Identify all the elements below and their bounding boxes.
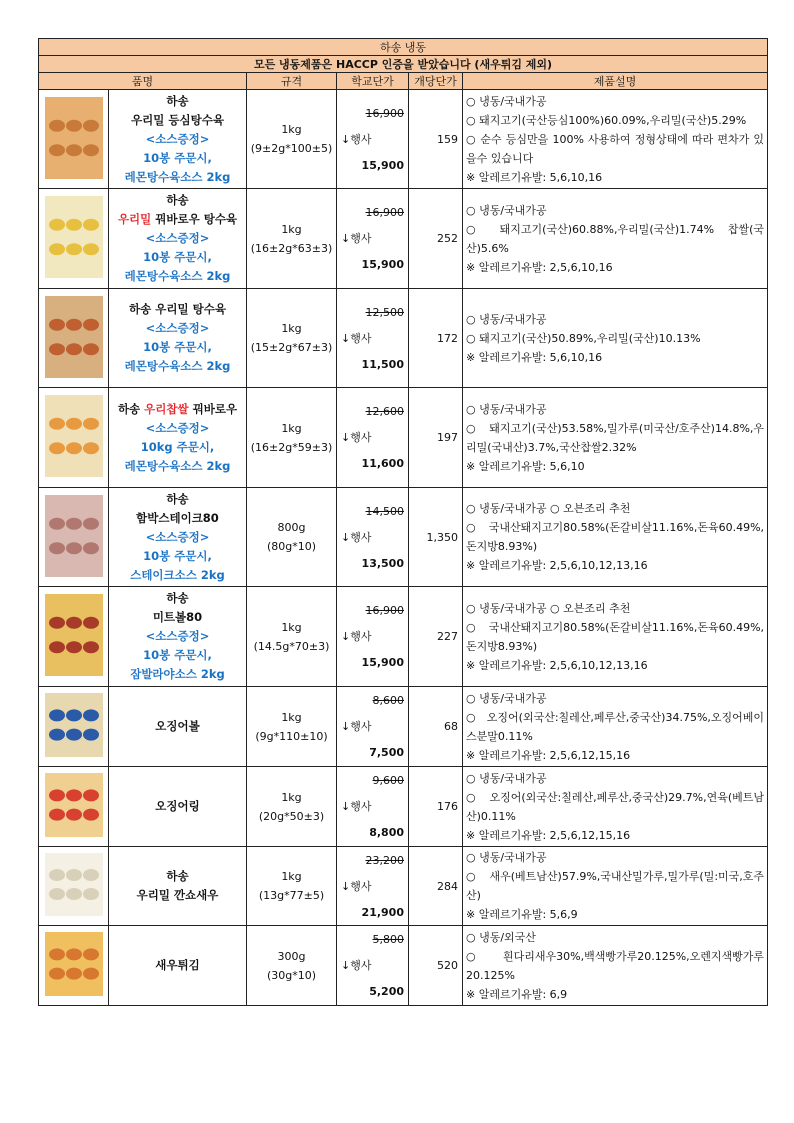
spec-cell	[247, 767, 337, 847]
description-line: ※ 알레르기유발: 2,5,6,10,16	[466, 260, 613, 274]
product-photo	[45, 932, 103, 996]
col-header-description: 제품설명	[463, 73, 768, 90]
spec-line: (13g*77±5)	[258, 889, 325, 902]
original-price: 14,500	[365, 504, 404, 518]
event-label: ↓행사	[341, 959, 372, 972]
sale-price: 15,900	[361, 258, 404, 271]
promo-line: <소스증정>	[145, 529, 210, 544]
original-price: 23,200	[365, 853, 404, 867]
promo-line: 스테이크소스 2kg	[130, 567, 225, 582]
description-line: ○ 돼지고기(국산등심100%)60.09%,우리밀(국산)5.29%	[466, 113, 747, 127]
photo-background	[45, 932, 103, 996]
description-line: ○ 돼지고기(국산)53.58%,밀가루(미국산/호주산)14.8%,우리밀(국내산)3.7%,국산찹쌀2.32%	[466, 421, 765, 454]
spec-line: 1kg	[281, 222, 302, 236]
description-cell	[463, 847, 768, 926]
spec-cell	[247, 488, 337, 587]
description-line: ○ 냉동/국내가공 ○ 오븐조리 추천	[466, 502, 631, 515]
promo-line: 10봉 주문시,	[143, 548, 212, 563]
food-piece	[83, 418, 99, 430]
product-name-cell	[109, 488, 247, 587]
product-name-line: 함박스테이크80	[136, 510, 219, 525]
spec-line: (80g*10)	[266, 540, 317, 553]
food-piece	[49, 789, 65, 801]
sale-price: 11,600	[361, 457, 404, 470]
product-name-cell	[109, 767, 247, 847]
product-name-line: 새우튀김	[155, 958, 200, 972]
spec-line: (9±2g*100±5)	[250, 142, 333, 155]
unit-price-cell: 159	[409, 90, 463, 189]
photo-background	[45, 853, 103, 916]
spec-line: 1kg	[281, 322, 302, 335]
description-line: ○ 냉동/국내가공	[466, 402, 547, 416]
product-row	[39, 767, 768, 847]
food-piece	[66, 617, 82, 629]
sale-price: 8,800	[369, 826, 404, 839]
product-name-cell	[109, 289, 247, 388]
description-line: ※ 알레르기유발: 5,6,10	[466, 459, 585, 473]
school-price-cell	[337, 687, 409, 767]
product-photo	[45, 395, 103, 477]
sale-price: 21,900	[361, 905, 404, 919]
food-piece	[83, 442, 99, 454]
food-piece	[83, 119, 99, 131]
spec-cell	[247, 847, 337, 926]
event-label: ↓행사	[341, 800, 372, 813]
product-photo	[45, 196, 103, 278]
spec-line: (16±2g*63±3)	[250, 241, 333, 255]
product-name-line: 우리밀 등심탕수육	[131, 112, 224, 127]
col-header-school-price: 학교단가	[337, 73, 409, 90]
photo-background	[45, 495, 103, 577]
product-photo	[45, 296, 103, 378]
sale-price: 5,200	[369, 985, 404, 998]
school-price-cell	[337, 767, 409, 847]
highlight-word: 우리밀	[117, 212, 152, 226]
event-label: ↓행사	[341, 132, 372, 146]
original-price: 12,500	[365, 305, 404, 319]
food-piece	[49, 219, 65, 231]
food-piece	[49, 119, 65, 131]
description-cell	[463, 90, 768, 189]
description-line: ○ 냉동/외국산	[466, 930, 536, 944]
photo-background	[45, 594, 103, 676]
spec-line: (20g*50±3)	[258, 809, 325, 823]
promo-line: 레몬탕수육소스 2kg	[124, 169, 231, 184]
product-row	[39, 847, 768, 926]
product-image-cell	[39, 289, 109, 388]
school-price-cell	[337, 926, 409, 1006]
original-price: 16,900	[365, 206, 404, 219]
spec-cell	[247, 687, 337, 767]
product-name-line: 하송	[166, 193, 189, 207]
promo-line: <소스증정>	[145, 321, 210, 335]
promo-line: <소스증정>	[145, 420, 210, 435]
promo-line: 레몬탕수육소스 2kg	[124, 458, 231, 473]
unit-price-cell: 284	[409, 847, 463, 926]
spec-cell	[247, 587, 337, 687]
unit-price-cell: 252	[409, 189, 463, 289]
product-image-cell	[39, 189, 109, 289]
description-line: ○ 순수 등심만을 100% 사용하여 정형상태에 따라 편차가 있을수 있습니다	[466, 132, 765, 165]
food-piece	[66, 542, 82, 554]
food-piece	[83, 517, 99, 529]
description-line: ○ 냉동/국내가공	[466, 691, 547, 705]
description-cell	[463, 926, 768, 1006]
description-cell	[463, 189, 768, 289]
food-piece	[49, 809, 65, 821]
spec-line: (30g*10)	[266, 968, 317, 982]
promo-line: <소스증정>	[145, 629, 210, 643]
food-piece	[83, 219, 99, 231]
original-price: 5,800	[372, 933, 404, 946]
photo-background	[45, 296, 103, 378]
school-price-cell	[337, 388, 409, 488]
product-name-cell	[109, 189, 247, 289]
product-name-cell	[109, 926, 247, 1006]
description-line: ○ 국내산돼지고기80.58%(돈갈비살11.16%,돈육60.49%,돈지방8.93%)	[466, 620, 765, 653]
description-line: ○ 냉동/국내가공	[466, 771, 547, 785]
promo-line: <소스증정>	[145, 131, 210, 146]
highlight-word: 우리찹쌀	[144, 401, 189, 416]
product-image-cell	[39, 687, 109, 767]
food-piece	[49, 948, 65, 960]
food-piece	[66, 442, 82, 454]
col-header-name: 품명	[39, 73, 247, 90]
description-line: ※ 알레르기유발: 2,5,6,12,15,16	[466, 828, 631, 842]
unit-price-cell: 197	[409, 388, 463, 488]
product-image-cell	[39, 587, 109, 687]
school-price-cell	[337, 289, 409, 388]
food-piece	[66, 119, 82, 131]
food-piece	[49, 243, 65, 255]
product-name-cell	[109, 587, 247, 687]
food-piece	[66, 243, 82, 255]
unit-price-cell: 520	[409, 926, 463, 1006]
food-piece	[66, 729, 82, 741]
product-name-line: 하송	[166, 869, 189, 883]
haccp-notice: 모든 냉동제품은 HACCP 인증을 받았습니다 (새우튀김 제외)	[39, 56, 768, 73]
description-line: ※ 알레르기유발: 2,5,6,12,15,16	[466, 748, 631, 762]
food-piece	[83, 948, 99, 960]
product-photo	[45, 594, 103, 676]
col-header-spec: 규격	[247, 73, 337, 90]
product-name-line: 미트볼80	[152, 610, 203, 624]
promo-line: 레몬탕수육소스 2kg	[124, 359, 231, 373]
food-piece	[66, 343, 82, 355]
product-row	[39, 687, 768, 767]
food-piece	[83, 343, 99, 355]
event-label: ↓행사	[341, 720, 372, 733]
product-image-cell	[39, 847, 109, 926]
description-line: ○ 냉동/국내가공	[466, 851, 547, 864]
product-photo	[45, 853, 103, 916]
promo-line: 10kg 주문시,	[140, 439, 215, 454]
product-name-line: 오징어볼	[155, 719, 200, 733]
food-piece	[66, 144, 82, 156]
photo-background	[45, 693, 103, 757]
description-line: ○ 흰다리새우30%,백색빵가루20.125%,오렌지색빵가루20.125%	[466, 949, 765, 982]
food-piece	[66, 418, 82, 430]
spec-line: 1kg	[281, 123, 302, 136]
unit-price-cell: 68	[409, 687, 463, 767]
food-piece	[66, 318, 82, 330]
food-piece	[66, 219, 82, 231]
description-cell	[463, 587, 768, 687]
spec-line: (9g*110±10)	[255, 729, 328, 743]
food-piece	[49, 869, 65, 881]
unit-price-cell: 1,350	[409, 488, 463, 587]
product-name-cell	[109, 847, 247, 926]
product-image-cell	[39, 90, 109, 189]
product-image-cell	[39, 388, 109, 488]
product-row	[39, 587, 768, 687]
school-price-cell	[337, 90, 409, 189]
product-name-cell	[109, 388, 247, 488]
spec-cell	[247, 90, 337, 189]
food-piece	[66, 968, 82, 980]
food-piece	[83, 542, 99, 554]
unit-price-cell: 172	[409, 289, 463, 388]
food-piece	[49, 542, 65, 554]
product-table	[38, 38, 768, 1006]
description-line: ○ 냉동/국내가공 ○ 오븐조리 추천	[466, 601, 631, 615]
description-line: ※ 알레르기유발: 2,5,6,10,12,13,16	[466, 658, 648, 672]
photo-background	[45, 196, 103, 278]
food-piece	[49, 729, 65, 741]
food-piece	[83, 641, 99, 653]
spec-line: (14.5g*70±3)	[253, 639, 330, 653]
food-piece	[83, 869, 99, 881]
spec-line: 1kg	[281, 710, 302, 724]
spec-cell	[247, 289, 337, 388]
product-name-cell	[109, 687, 247, 767]
food-piece	[66, 869, 82, 881]
spec-line: 1kg	[281, 620, 302, 634]
event-label: ↓행사	[341, 879, 372, 893]
food-piece	[83, 617, 99, 629]
spec-line: (15±2g*67±3)	[250, 341, 333, 354]
sale-price: 15,900	[361, 656, 404, 669]
sale-price: 11,500	[361, 357, 404, 371]
promo-line: 10봉 주문시,	[143, 648, 212, 662]
description-cell	[463, 488, 768, 587]
original-price: 16,900	[365, 106, 404, 120]
description-line: ○ 냉동/국내가공	[466, 94, 547, 108]
original-price: 16,900	[365, 604, 404, 617]
spec-line: (16±2g*59±3)	[250, 440, 333, 454]
spec-cell	[247, 926, 337, 1006]
food-piece	[83, 243, 99, 255]
food-piece	[83, 888, 99, 900]
product-row	[39, 926, 768, 1006]
description-line: ○ 오징어(외국산:칠레산,페루산,중국산)29.7%,연육(베트남산)0.11%	[466, 790, 765, 823]
original-price: 12,600	[365, 405, 404, 418]
food-piece	[49, 442, 65, 454]
promo-line: 10봉 주문시,	[143, 250, 212, 264]
description-line: ※ 알레르기유발: 5,6,10,16	[466, 170, 603, 184]
food-piece	[83, 809, 99, 821]
description-cell	[463, 388, 768, 488]
product-row	[39, 90, 768, 189]
school-price-cell	[337, 189, 409, 289]
school-price-cell	[337, 488, 409, 587]
food-piece	[83, 968, 99, 980]
food-piece	[66, 641, 82, 653]
description-line: ※ 알레르기유발: 5,6,10,16	[466, 350, 603, 364]
photo-background	[45, 773, 103, 837]
food-piece	[66, 888, 82, 900]
event-label: ↓행사	[341, 232, 372, 245]
description-line: ○ 돼지고기(국산)50.89%,우리밀(국산)10.13%	[466, 331, 701, 345]
event-label: ↓행사	[341, 431, 372, 444]
product-row	[39, 289, 768, 388]
description-line: ※ 알레르기유발: 6,9	[466, 987, 568, 1001]
event-label: ↓행사	[341, 530, 372, 544]
product-photo	[45, 495, 103, 577]
product-image-cell	[39, 488, 109, 587]
product-name-line: 우리밀 꿔바로우 탕수육	[117, 212, 238, 226]
promo-line: 10봉 주문시,	[143, 340, 212, 354]
unit-price-cell: 176	[409, 767, 463, 847]
photo-background	[45, 395, 103, 477]
product-row	[39, 488, 768, 587]
description-line: ○ 오징어(외국산:칠레산,페루산,중국산)34.75%,오징어베이스분말0.11%	[466, 710, 765, 743]
description-line: ○ 냉동/국내가공	[466, 312, 547, 326]
product-name-line: 하송	[166, 93, 189, 108]
description-line: ○ 국내산돼지고기80.58%(돈갈비살11.16%,돈육60.49%,돈지방8.93%)	[466, 521, 765, 553]
description-cell	[463, 767, 768, 847]
sale-price: 7,500	[369, 746, 404, 759]
product-name-line: 오징어링	[155, 799, 200, 813]
photo-background	[45, 97, 103, 179]
spec-line: 300g	[277, 949, 306, 963]
food-piece	[49, 617, 65, 629]
spec-cell	[247, 388, 337, 488]
food-piece	[83, 729, 99, 741]
description-line: ※ 알레르기유발: 2,5,6,10,12,13,16	[466, 559, 648, 572]
page-title: 하송 냉동	[39, 39, 768, 56]
product-name-line: 하송	[166, 591, 189, 605]
unit-price-cell: 227	[409, 587, 463, 687]
food-piece	[49, 641, 65, 653]
food-piece	[66, 789, 82, 801]
product-photo	[45, 97, 103, 179]
description-cell	[463, 289, 768, 388]
event-label: ↓행사	[341, 331, 372, 345]
school-price-cell	[337, 587, 409, 687]
food-piece	[83, 709, 99, 721]
product-photo	[45, 773, 103, 837]
spec-line: 1kg	[281, 421, 302, 435]
sale-price: 15,900	[361, 158, 404, 172]
food-piece	[66, 948, 82, 960]
food-piece	[49, 968, 65, 980]
promo-line: 레몬탕수육소스 2kg	[124, 269, 231, 283]
product-name-line: 하송 우리찹쌀 꿔바로우	[117, 401, 238, 416]
description-line: ○ 냉동/국내가공	[466, 203, 547, 217]
food-piece	[83, 789, 99, 801]
food-piece	[83, 318, 99, 330]
food-piece	[49, 418, 65, 430]
description-line: ○ 새우(베트남산)57.9%,국내산밀가루,밀가루(밀:미국,호주산)	[466, 870, 765, 902]
food-piece	[49, 343, 65, 355]
event-label: ↓행사	[341, 630, 372, 643]
school-price-cell	[337, 847, 409, 926]
sale-price: 13,500	[361, 556, 404, 570]
promo-line: 10봉 주문시,	[143, 150, 212, 165]
food-piece	[49, 517, 65, 529]
product-name-line: 하송	[166, 491, 189, 506]
spec-line: 1kg	[281, 870, 302, 883]
food-piece	[66, 809, 82, 821]
description-cell	[463, 687, 768, 767]
product-name-line: 하송 우리밀 탕수육	[129, 302, 226, 316]
food-piece	[83, 144, 99, 156]
col-header-unit-price: 개당단가	[409, 73, 463, 90]
product-name-line: 우리밀 깐쇼새우	[136, 888, 219, 902]
product-row	[39, 189, 768, 289]
food-piece	[49, 144, 65, 156]
spec-cell	[247, 189, 337, 289]
product-name-cell	[109, 90, 247, 189]
food-piece	[49, 709, 65, 721]
product-row	[39, 388, 768, 488]
food-piece	[66, 517, 82, 529]
food-piece	[49, 318, 65, 330]
product-image-cell	[39, 767, 109, 847]
food-piece	[66, 709, 82, 721]
product-photo	[45, 693, 103, 757]
description-line: ※ 알레르기유발: 5,6,9	[466, 908, 578, 921]
promo-line: <소스증정>	[145, 231, 210, 245]
spec-line: 1kg	[281, 790, 302, 804]
description-line: ○ 돼지고기(국산)60.88%,우리밀(국산)1.74% 찹쌀(국산)5.6%	[466, 222, 765, 255]
original-price: 8,600	[372, 694, 404, 707]
spec-line: 800g	[277, 521, 306, 534]
original-price: 9,600	[372, 774, 404, 787]
food-piece	[49, 888, 65, 900]
promo-line: 잠발라야소스 2kg	[130, 667, 225, 681]
product-image-cell	[39, 926, 109, 1006]
